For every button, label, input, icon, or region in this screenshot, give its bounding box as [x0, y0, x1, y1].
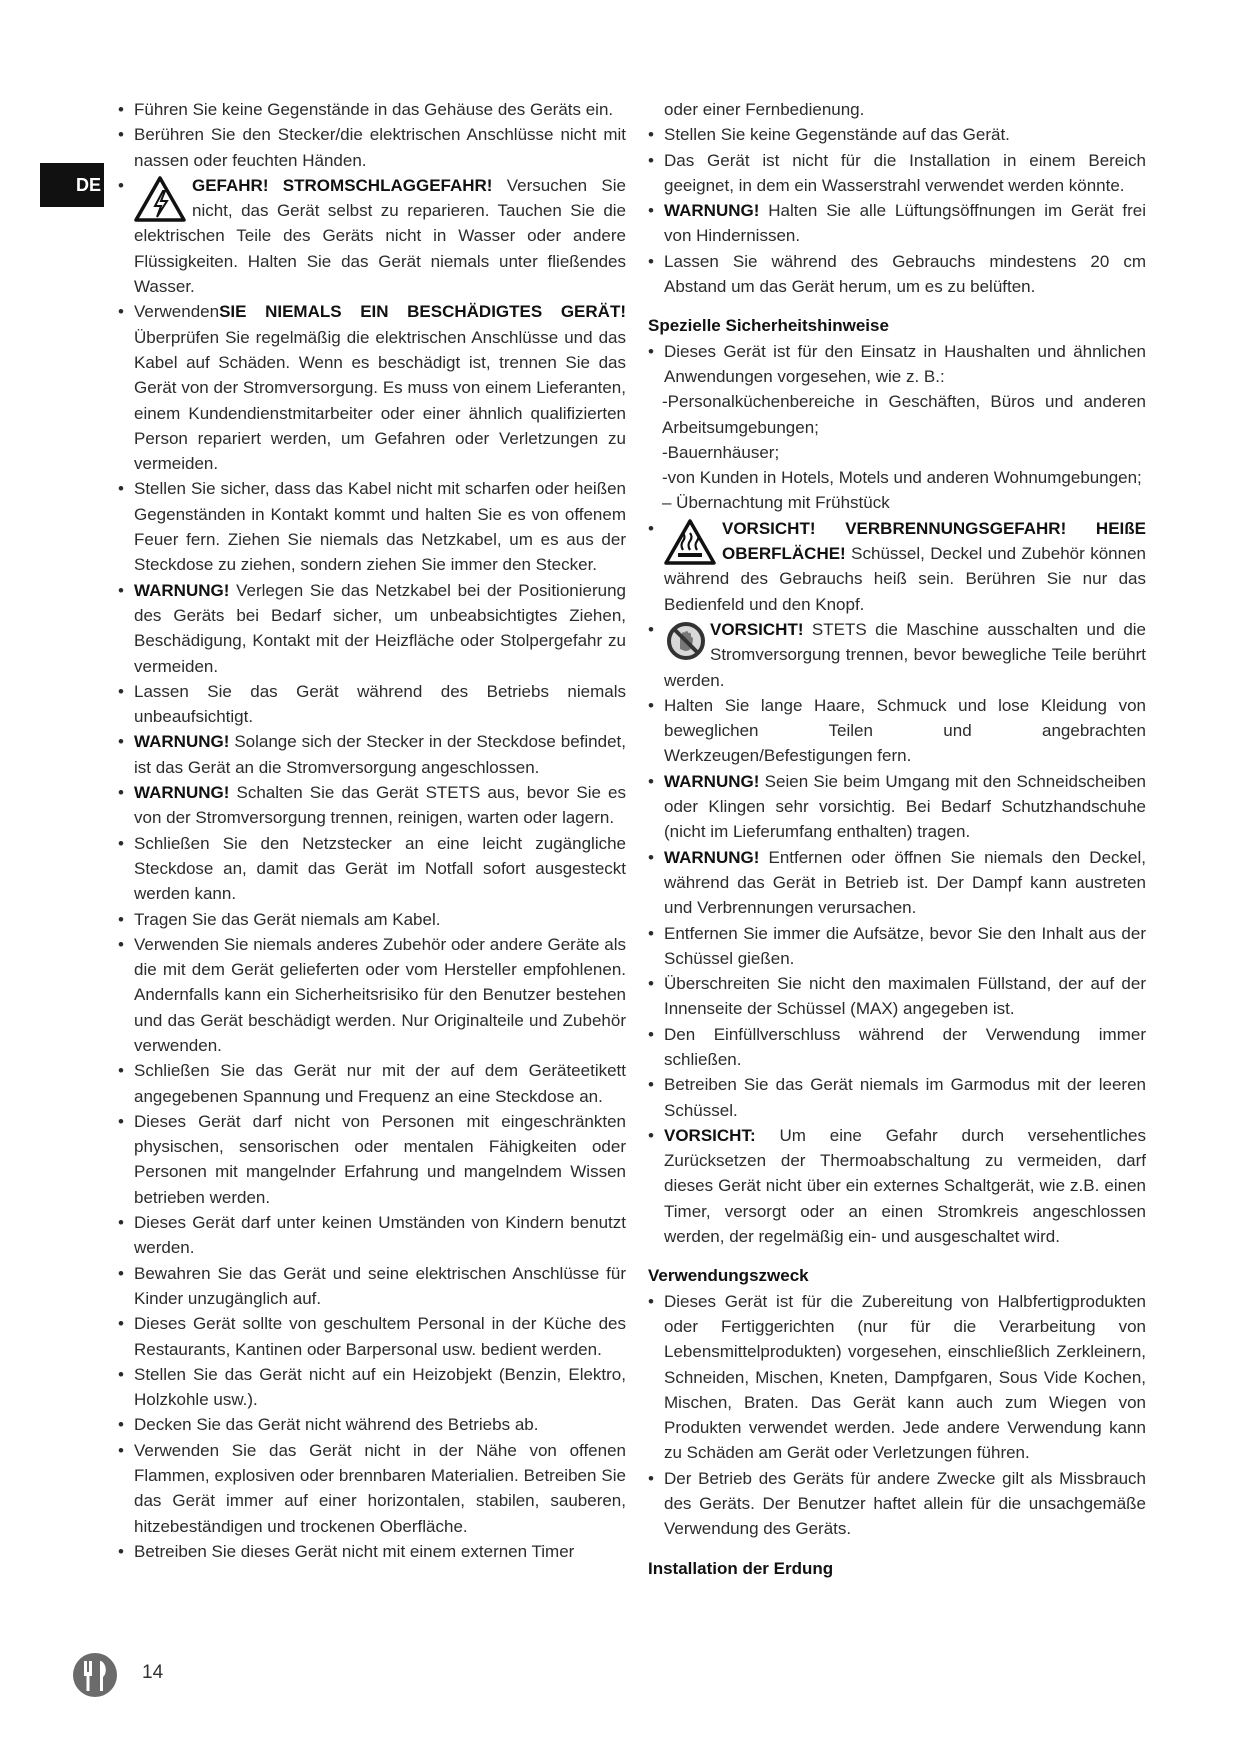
- item-text: Stellen Sie das Gerät nicht auf ein Heizobjekt (Benzin, Elektro, Holzkohle usw.).: [134, 1364, 626, 1410]
- list-item: [118, 1210, 626, 1261]
- list-item: [648, 516, 1146, 617]
- sub-list-item: [648, 490, 1146, 515]
- item-text: Dieses Gerät darf nicht von Personen mit eingeschränkten physischen, sensorischen oder mentalen Fähigkeiten oder Personen mit mangelnder Erfahrung und mangelndem Wissen betrieben werden.: [134, 1111, 626, 1207]
- item-text: Dieses Gerät darf unter keinen Umständen von Kindern benutzt werden.: [134, 1213, 626, 1258]
- item-text: Schüssel, Deckel und Zubehör können während des Gebrauchs heiß sein. Berühren Sie nur das Bedienfeld und den Knopf.: [664, 544, 1146, 614]
- item-text: Um eine Gefahr durch versehentliches Zurücksetzen der Thermoabschaltung zu vermeiden, darf dieses Gerät nicht über ein externes Schaltgerät, wie z.B. einen Timer, versorgt oder an einen Stromkreis angeschlossen werden, der regelmäßig ein- und ausgeschaltet wird.: [664, 1125, 1146, 1247]
- bullet-icon: •: [118, 833, 124, 853]
- item-text: Den Einfüllverschluss während der Verwendung immer schließen.: [664, 1024, 1146, 1069]
- item-prefix: Verwenden: [134, 302, 220, 322]
- bullet-icon: •: [648, 923, 654, 943]
- bullet-icon: •: [118, 1263, 124, 1283]
- section-heading: Spezielle Sicherheitshinweise: [648, 316, 889, 336]
- item-text: -von Kunden in Hotels, Motels und anderen Wohnumgebungen;: [662, 468, 1142, 488]
- item-text: -Bauernhäuser;: [662, 442, 780, 462]
- bullet-icon: •: [118, 125, 124, 145]
- list-item: [648, 122, 1146, 147]
- list-item: [118, 729, 626, 780]
- item-text: Dieses Gerät sollte von geschultem Personal in der Küche des Restaurants, Kantinen oder Barpersonal usw. bedient werden.: [134, 1314, 626, 1359]
- bullet-icon: •: [118, 1440, 124, 1460]
- sub-list-item: [648, 465, 1146, 490]
- section-heading: Installation der Erdung: [648, 1558, 834, 1578]
- bullet-icon: •: [648, 251, 654, 271]
- bullet-icon: •: [118, 302, 124, 322]
- bullet-icon: •: [648, 847, 654, 867]
- section-heading: Verwendungszweck: [648, 1266, 809, 1286]
- item-text: Solange sich der Stecker in der Steckdose befindet, ist das Gerät an die Stromversorgung angeschlossen.: [134, 732, 626, 777]
- no-touch-icon: [666, 621, 706, 661]
- list-item: [118, 780, 626, 831]
- warning-keyword: VORSICHT!: [710, 619, 804, 639]
- item-text: – Übernachtung mit Frühstück: [662, 493, 890, 513]
- list-item: [648, 1289, 1146, 1466]
- sub-list-item: [648, 389, 1146, 440]
- list-item: [118, 122, 626, 173]
- item-text: Schließen Sie das Gerät nur mit der auf dem Geräteetikett angegebenen Spannung und Frequenz an eine Steckdose an.: [134, 1061, 626, 1106]
- item-text: Berühren Sie den Stecker/die elektrischen Anschlüsse nicht mit nassen oder feuchten Händen.: [134, 125, 626, 170]
- list-item: [118, 1438, 626, 1539]
- item-text: Versuchen Sie nicht, das Gerät selbst zu reparieren. Tauchen Sie die elektrischen Teile des Geräts nicht in Wasser oder andere Flüssigkeiten. Halten Sie das Gerät niemals unter fließendes Wasser.: [134, 175, 626, 297]
- warning-keyword: WARNUNG!: [134, 732, 230, 752]
- list-item: [118, 1261, 626, 1312]
- list-item: [118, 1311, 626, 1362]
- warning-keyword: WARNUNG!: [664, 201, 760, 221]
- item-text: Entfernen Sie immer die Aufsätze, bevor Sie den Inhalt aus der Schüssel gießen.: [664, 923, 1146, 968]
- item-text: oder einer Fernbedienung.: [664, 100, 865, 119]
- item-text: Seien Sie beim Umgang mit den Schneidscheiben oder Klingen sehr vorsichtig. Bei Bedarf Schutzhandschuhe (nicht im Lieferumfang enthalten) tragen.: [664, 771, 1146, 842]
- list-item: [648, 693, 1146, 769]
- bullet-icon: •: [118, 934, 124, 954]
- bullet-icon: •: [118, 175, 124, 195]
- item-text: Dieses Gerät ist für die Zubereitung von Halbfertigprodukten oder Fertiggerichten (nur für die Verarbeitung von Lebensmittelprodukten) vorgesehen, einschließlich Zerkleinern, Schneiden, Mischen, Kneten, Dampfgaren, Sous Vide Kochen, Mischen, Braten. Das Gerät kann auch zum Wiegen von Produkten verwendet werden. Jede andere Verwendung kann zu Schäden am Gerät oder Verletzungen führen.: [664, 1291, 1146, 1463]
- hot-surface-icon: [664, 518, 716, 566]
- list-item: [648, 249, 1146, 300]
- bullet-icon: •: [118, 909, 124, 929]
- list-item: [118, 476, 626, 577]
- list-item: [118, 1058, 626, 1109]
- warning-keyword: WARNUNG!: [134, 580, 230, 600]
- list-item: [648, 1466, 1146, 1542]
- right-column: [648, 97, 1146, 1581]
- list-item: [118, 932, 626, 1058]
- item-text: Verwenden Sie das Gerät nicht in der Nähe von offenen Flammen, explosiven oder brennbaren Materialien. Betreiben Sie das Gerät immer auf einer horizontalen, stabilen, sauberen, hitzebeständigen und trockenen Oberfläche.: [134, 1440, 626, 1536]
- list-item: [118, 578, 626, 679]
- item-text: Schalten Sie das Gerät STETS aus, bevor Sie es von der Stromversorgung trennen, reinigen, warten oder lagern.: [134, 783, 626, 828]
- warning-keyword: SIE NIEMALS EIN BESCHÄDIGTES GERÄT!: [219, 302, 626, 322]
- item-text: Verwenden Sie niemals anderes Zubehör oder andere Geräte als die mit dem Gerät gelieferten oder vom Hersteller empfohlenen. Andernfalls kann ein Sicherheitsrisiko für den Benutzer bestehen und das Gerät beschädigt werden. Nur Originalteile und Zubehör verwenden.: [134, 934, 626, 1055]
- list-item: [648, 339, 1146, 390]
- list-item: [648, 1022, 1146, 1073]
- item-text: STETS die Maschine ausschalten und die Stromversorgung trennen, bevor bewegliche Teile berührt werden.: [664, 619, 1146, 690]
- bullet-icon: •: [648, 150, 654, 170]
- sub-list-item: [648, 440, 1146, 465]
- list-item: [118, 1109, 626, 1210]
- bullet-icon: •: [118, 732, 124, 752]
- item-text: Lassen Sie während des Gebrauchs mindestens 20 cm Abstand um das Gerät herum, um es zu belüften.: [664, 251, 1146, 297]
- list-item: [118, 1539, 626, 1564]
- bullet-icon: •: [648, 341, 654, 361]
- bullet-icon: •: [648, 695, 654, 715]
- bullet-icon: •: [648, 771, 654, 791]
- list-item: [118, 97, 626, 122]
- warning-keyword: WARNUNG!: [664, 847, 760, 867]
- list-item: [648, 148, 1146, 199]
- warning-keyword: VORSICHT! VERBRENNUNGSGEFAHR! HEIßE OBERFLÄCHE!: [722, 518, 1146, 564]
- language-label: DE: [76, 174, 102, 195]
- bullet-icon: •: [118, 1061, 124, 1081]
- bullet-icon: •: [648, 518, 654, 538]
- bullet-icon: •: [648, 1468, 654, 1488]
- list-item: [648, 617, 1146, 693]
- bullet-icon: •: [118, 1213, 124, 1233]
- item-text: Lassen Sie das Gerät während des Betriebs niemals unbeaufsichtigt.: [134, 681, 626, 727]
- left-column: [118, 97, 626, 1564]
- bullet-icon: •: [648, 974, 654, 994]
- list-item: [118, 679, 626, 730]
- list-item: [648, 198, 1146, 249]
- item-text: Der Betrieb des Geräts für andere Zwecke gilt als Missbrauch des Geräts. Der Benutzer haftet allein für die unsachgemäße Verwendung des Geräts.: [664, 1468, 1146, 1539]
- electric-hazard-icon: [134, 175, 186, 223]
- warning-keyword: GEFAHR! STROMSCHLAGGEFAHR!: [192, 175, 493, 195]
- item-text: Bewahren Sie das Gerät und seine elektrischen Anschlüsse für Kinder unzugänglich auf.: [134, 1263, 626, 1308]
- bullet-icon: •: [648, 1125, 654, 1145]
- item-text: Stellen Sie keine Gegenstände auf das Gerät.: [664, 125, 1010, 145]
- item-text: Halten Sie alle Lüftungsöffnungen im Gerät frei von Hindernissen.: [664, 201, 1146, 246]
- item-text: Decken Sie das Gerät nicht während des Betriebs ab.: [134, 1415, 539, 1435]
- item-text: Tragen Sie das Gerät niemals am Kabel.: [134, 909, 441, 929]
- bullet-icon: •: [648, 201, 654, 221]
- list-item: [648, 1123, 1146, 1249]
- bullet-icon: •: [118, 1415, 124, 1435]
- bullet-icon: •: [118, 1314, 124, 1334]
- list-item: [118, 1412, 626, 1437]
- bullet-icon: •: [118, 1541, 124, 1561]
- language-tab: [40, 163, 104, 207]
- list-item: [648, 1072, 1146, 1123]
- item-text: Entfernen oder öffnen Sie niemals den Deckel, während das Gerät in Betrieb ist. Der Dampf kann austreten und Verbrennungen verursachen.: [664, 847, 1146, 918]
- item-text: Stellen Sie sicher, dass das Kabel nicht mit scharfen oder heißen Gegenständen in Kontakt kommt und halten Sie es von offenem Feuer fern. Ziehen Sie niemals das Netzkabel, um es aus der Steckdose zu ziehen, sondern ziehen Sie immer den Stecker.: [134, 479, 626, 575]
- item-text: Betreiben Sie das Gerät niemals im Garmodus mit der leeren Schüssel.: [664, 1075, 1146, 1120]
- warning-keyword: WARNUNG!: [664, 771, 760, 791]
- list-item: [118, 907, 626, 932]
- bullet-icon: •: [648, 1075, 654, 1095]
- bullet-icon: •: [648, 619, 654, 639]
- bullet-icon: •: [648, 1291, 654, 1311]
- warning-keyword: WARNUNG!: [134, 783, 230, 803]
- list-item: [118, 299, 626, 476]
- list-item: [118, 173, 626, 299]
- list-item: [118, 831, 626, 907]
- item-text: Dieses Gerät ist für den Einsatz in Haushalten und ähnlichen Anwendungen vorgesehen, wie z. B.:: [664, 341, 1146, 386]
- item-text: Schließen Sie den Netzstecker an eine leicht zugängliche Steckdose an, damit das Gerät im Notfall sofort ausgesteckt werden kann.: [134, 833, 626, 904]
- list-item: [648, 971, 1146, 1022]
- item-text: -Personalküchenbereiche in Geschäften, Büros und anderen Arbeitsumgebungen;: [662, 392, 1146, 437]
- bullet-icon: •: [648, 125, 654, 145]
- item-text: Überprüfen Sie regelmäßig die elektrischen Anschlüsse und das Kabel auf Schäden. Wenn es beschädigt ist, trennen Sie das Gerät von der Stromversorgung. Es muss von einem Lieferanten, einem Kundendienstmitarbeiter oder einer ähnlich qualifizierten Person repariert werden, um Gefahren oder Verletzungen zu vermeiden.: [134, 327, 626, 474]
- item-text: Halten Sie lange Haare, Schmuck und lose Kleidung von beweglichen Teilen und angebrachten Werkzeugen/Befestigungen fern.: [664, 695, 1146, 766]
- bullet-icon: •: [118, 580, 124, 600]
- item-text: Verlegen Sie das Netzkabel bei der Positionierung des Geräts bei Bedarf sicher, um unbeabsichtigtes Ziehen, Beschädigung, Kontakt mit der Heizfläche oder Stolpergefahr zu vermeiden.: [134, 580, 626, 676]
- item-text: Das Gerät ist nicht für die Installation in einem Bereich geeignet, in dem ein Wasserstrahl verwendet werden könnte.: [664, 150, 1146, 195]
- bullet-icon: •: [648, 1024, 654, 1044]
- bullet-icon: •: [118, 783, 124, 803]
- item-text: Führen Sie keine Gegenstände in das Gehäuse des Geräts ein.: [134, 100, 614, 119]
- list-item: [648, 921, 1146, 972]
- list-item: [648, 97, 1146, 122]
- page-number: 14: [142, 1662, 164, 1683]
- list-item: [118, 1362, 626, 1413]
- bullet-icon: •: [118, 1364, 124, 1384]
- bullet-icon: •: [118, 100, 124, 119]
- list-item: [648, 845, 1146, 921]
- list-item: [648, 769, 1146, 845]
- bullet-icon: •: [118, 479, 124, 499]
- item-text: Betreiben Sie dieses Gerät nicht mit einem externen Timer: [134, 1541, 575, 1561]
- cutlery-logo-icon: [72, 1652, 118, 1698]
- bullet-icon: •: [118, 681, 124, 701]
- bullet-icon: •: [118, 1111, 124, 1131]
- item-text: Überschreiten Sie nicht den maximalen Füllstand, der auf der Innenseite der Schüssel (MAX) angegeben ist.: [664, 974, 1146, 1019]
- warning-keyword: VORSICHT:: [664, 1125, 756, 1145]
